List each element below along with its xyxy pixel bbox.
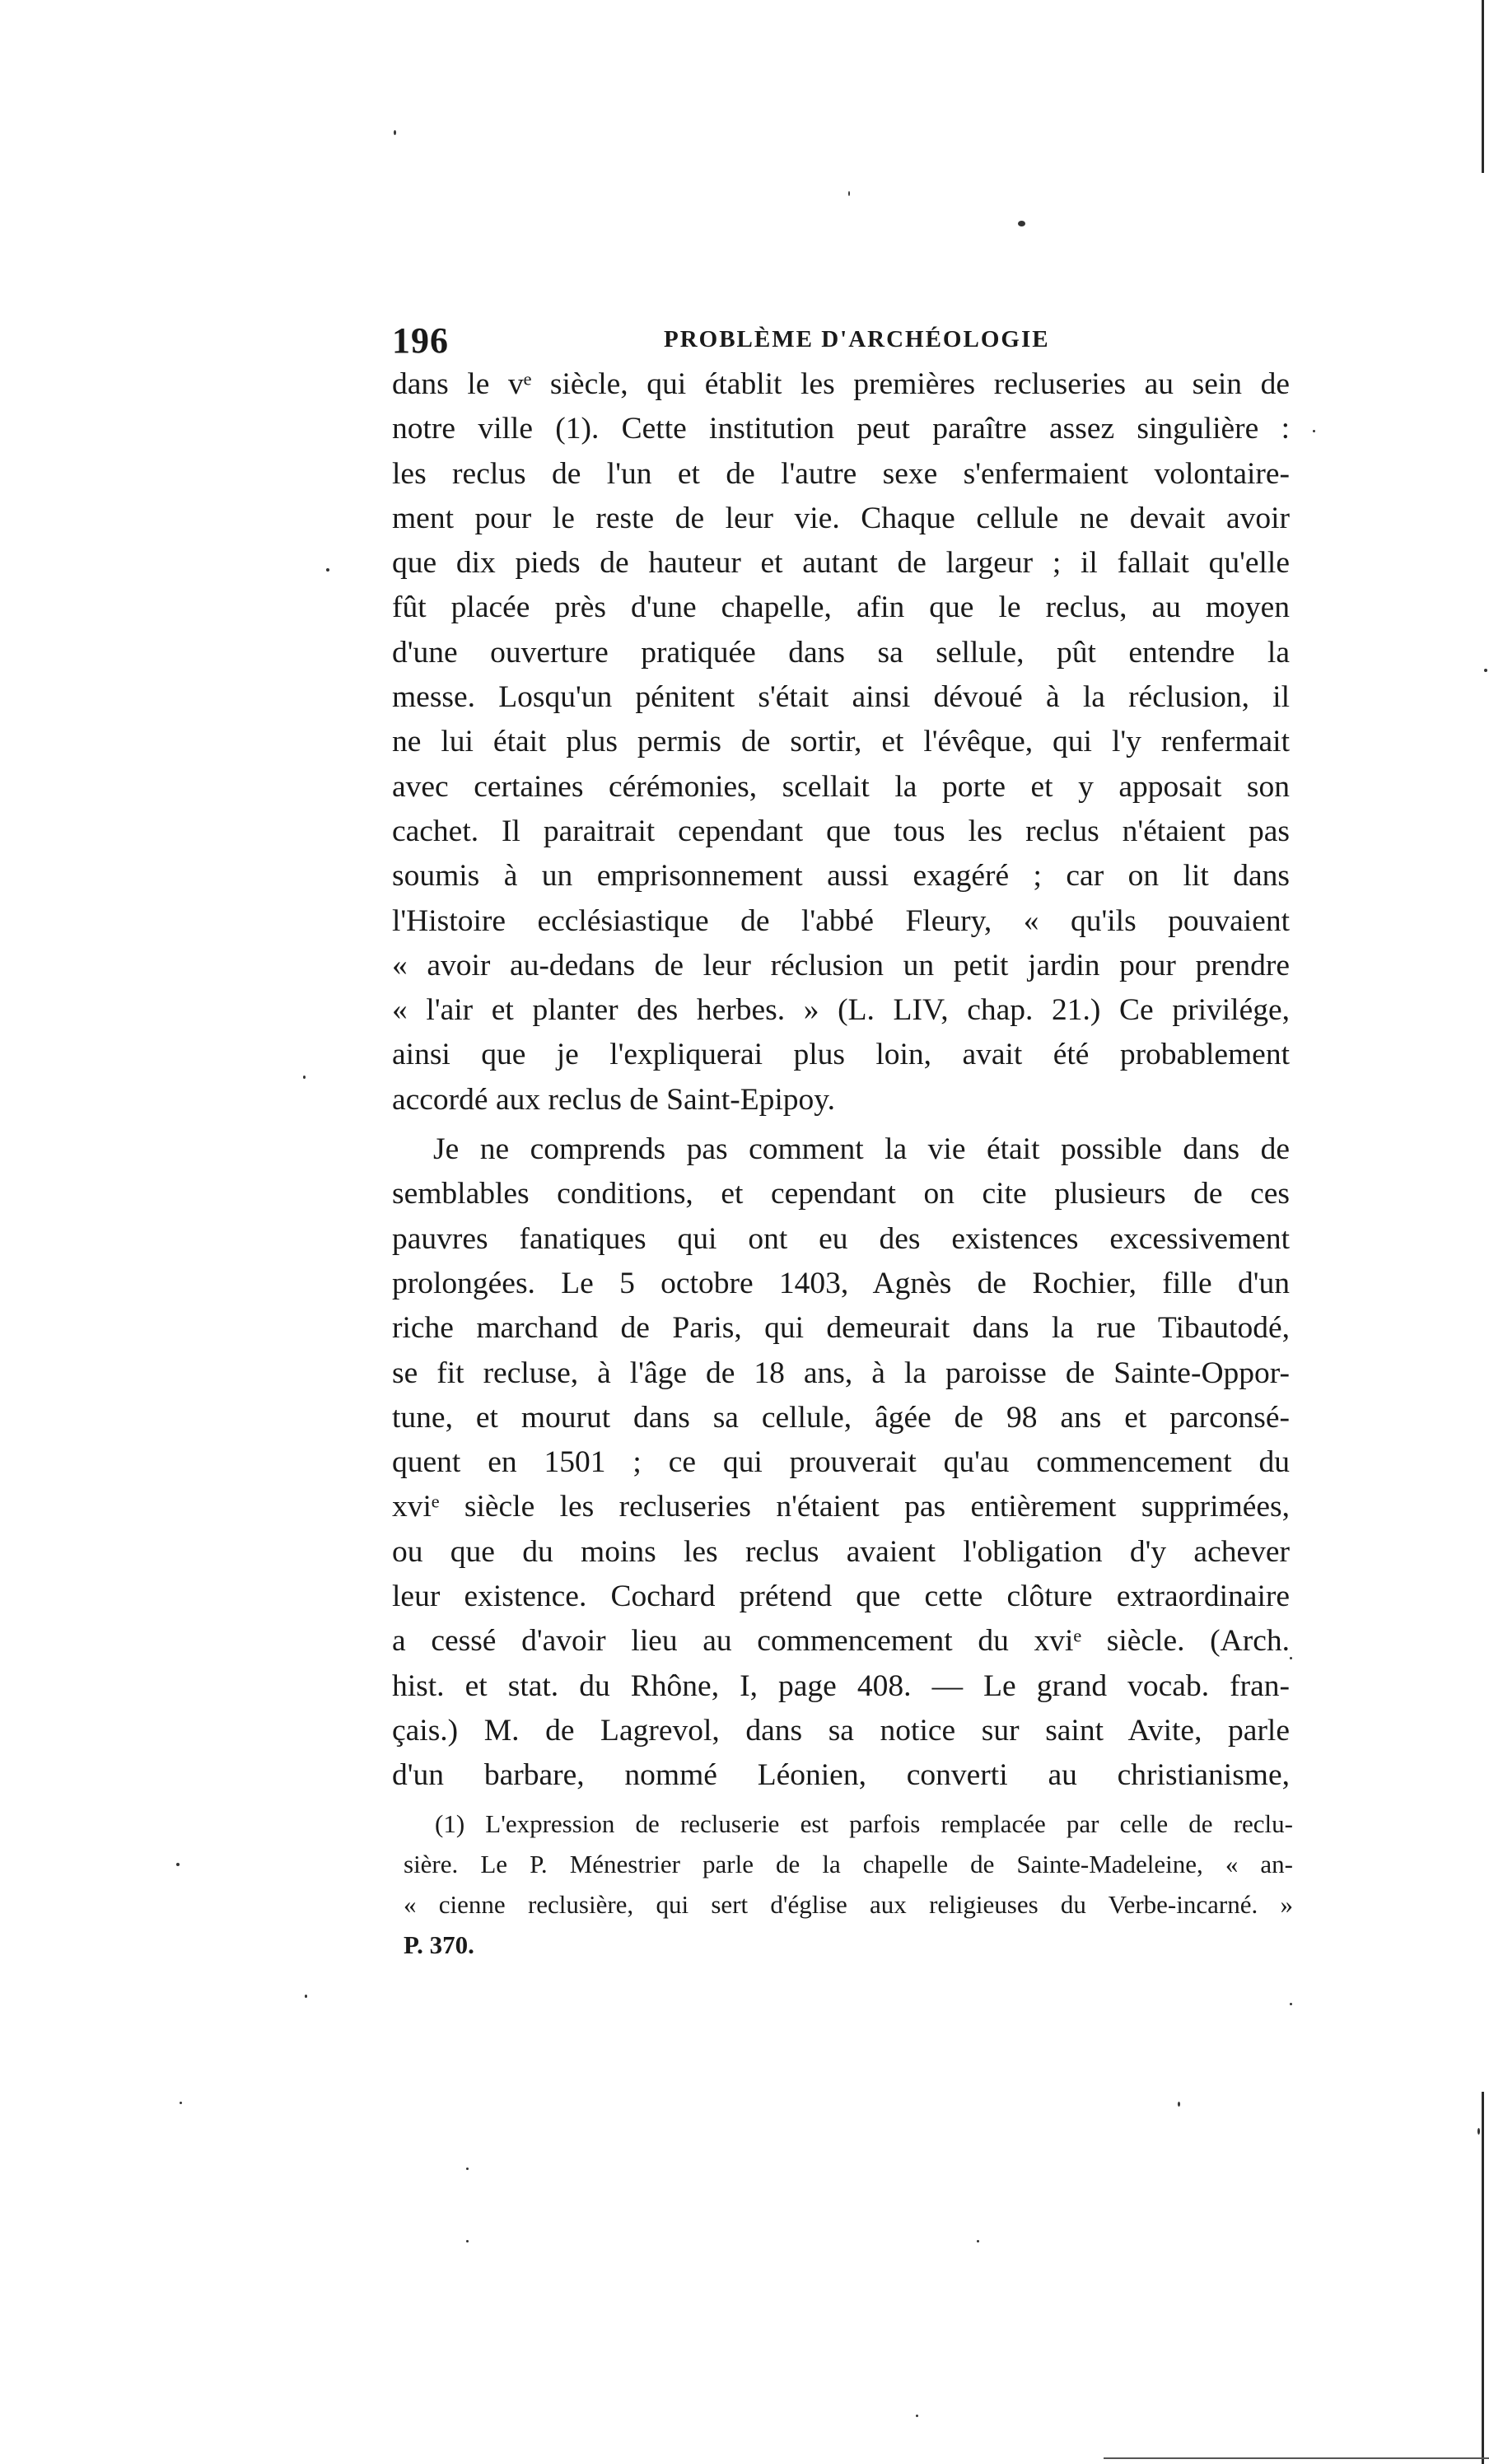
text-line: a cessé d'avoir lieu au commencement du xviᵉ siècle. (Arch. (392, 1624, 1290, 1659)
text-line: les reclus de l'un et de l'autre sexe s'enfermaient volontaire- (392, 456, 1290, 491)
text-line: leur existence. Cochard prétend que cette clôture extraordinaire (392, 1580, 1290, 1614)
footnote-line: (1) L'expression de recluserie est parfois remplacée par celle de reclu- (435, 1809, 1293, 1838)
text-line: « l'air et planter des herbes. » (L. LIV, chap. 21.) Ce privilége, (392, 993, 1290, 1028)
footnote-line: P. 370. (404, 1930, 474, 1959)
scan-edge-line-bottom (1482, 2092, 1484, 2464)
text-line: que dix pieds de hauteur et autant de largeur ; il fallait qu'elle (392, 546, 1290, 581)
text-line: semblables conditions, et cependant on cite plusieurs de ces (392, 1177, 1290, 1211)
footnote-line: sière. Le P. Ménestrier parle de la chapelle de Sainte-Madeleine, « an- (404, 1850, 1293, 1878)
text-line: çais.) M. de Lagrevol, dans sa notice sur saint Avite, parle (392, 1713, 1290, 1748)
scan-speck (1290, 1657, 1292, 1659)
footnote (404, 1804, 1293, 1965)
text-line: tune, et mourut dans sa cellule, âgée de 98 ans et parconsé- (392, 1400, 1290, 1435)
scan-edge-line-top (1482, 0, 1484, 173)
text-line: pauvres fanatiques qui ont eu des existences excessivement (392, 1221, 1290, 1256)
text-line: soumis à un emprisonnement aussi exagéré ; car on lit dans (392, 859, 1290, 894)
scan-speck (326, 568, 329, 572)
text-line: quent en 1501 ; ce qui prouverait qu'au commencement du (392, 1445, 1290, 1480)
scan-bottom-rule (1104, 2457, 1489, 2459)
scan-speck (466, 2168, 469, 2170)
text-line: Je ne comprends pas comment la vie était possible dans de (433, 1132, 1290, 1167)
scan-speck (466, 2240, 469, 2242)
text-line: hist. et stat. du Rhône, I, page 408. — Le grand vocab. fran- (392, 1668, 1290, 1703)
paragraph-1 (392, 362, 1290, 1122)
text-line: riche marchand de Paris, qui demeurait dans la rue Tibautodé, (392, 1311, 1290, 1346)
scan-speck (1178, 2102, 1180, 2107)
scan-speck (1484, 669, 1487, 672)
text-line: ment pour le reste de leur vie. Chaque cellule ne devait avoir (392, 501, 1290, 535)
text-line: d'une ouverture pratiquée dans sa sellule, pût entendre la (392, 635, 1290, 670)
scan-speck (305, 1995, 307, 1998)
text-line: ainsi que je l'expliquerai plus loin, avait été probablement (392, 1038, 1290, 1072)
text-line: dans le vᵉ siècle, qui établit les premières recluseries au sein de (392, 367, 1290, 401)
scan-speck (303, 1076, 306, 1079)
text-line: xviᵉ siècle les recluseries n'étaient pas entièrement supprimées, (392, 1490, 1290, 1524)
scan-speck (394, 130, 396, 135)
text-line: ou que du moins les reclus avaient l'obligation d'y achever (392, 1534, 1290, 1569)
text-line: d'un barbare, nommé Léonien, converti au christianisme, (392, 1758, 1290, 1793)
footnote-line: « cienne reclusière, qui sert d'église aux religieuses du Verbe-incarné. » (404, 1890, 1293, 1919)
text-line: notre ville (1). Cette institution peut paraître assez singulière : (392, 412, 1290, 446)
scan-speck (1477, 2128, 1480, 2135)
scan-speck (848, 191, 850, 196)
text-line: ne lui était plus permis de sortir, et l'évêque, qui l'y renfermait (392, 725, 1290, 759)
scan-speck (1290, 2003, 1292, 2005)
scan-speck (916, 2415, 918, 2417)
text-line: cachet. Il paraitrait cependant que tous les reclus n'étaient pas (392, 814, 1290, 848)
scan-speck (977, 2240, 979, 2242)
paragraph-2 (392, 1127, 1290, 1798)
text-line: avec certaines cérémonies, scellait la porte et y apposait son (392, 769, 1290, 804)
text-line: se fit recluse, à l'âge de 18 ans, à la paroisse de Sainte-Oppor- (392, 1356, 1290, 1390)
scan-speck (176, 1863, 180, 1866)
scan-speck (180, 2102, 182, 2104)
scan-speck (1018, 221, 1025, 226)
text-line: l'Histoire ecclésiastique de l'abbé Fleury, « qu'ils pouvaient (392, 903, 1290, 938)
page-header (392, 320, 1290, 369)
page-number: 196 (392, 320, 449, 361)
text-line: accordé aux reclus de Saint-Epipoy. (392, 1082, 835, 1117)
running-title: PROBLÈME D'ARCHÉOLOGIE (664, 326, 1050, 352)
body-text (392, 362, 1290, 1799)
text-line: prolongées. Le 5 octobre 1403, Agnès de Rochier, fille d'un (392, 1266, 1290, 1300)
text-line: messe. Losqu'un pénitent s'était ainsi dévoué à la réclusion, il (392, 680, 1290, 715)
text-line: fût placée près d'une chapelle, afin que le reclus, au moyen (392, 590, 1290, 625)
text-line: « avoir au-dedans de leur réclusion un petit jardin pour prendre (392, 948, 1290, 982)
scan-speck (1313, 430, 1315, 432)
